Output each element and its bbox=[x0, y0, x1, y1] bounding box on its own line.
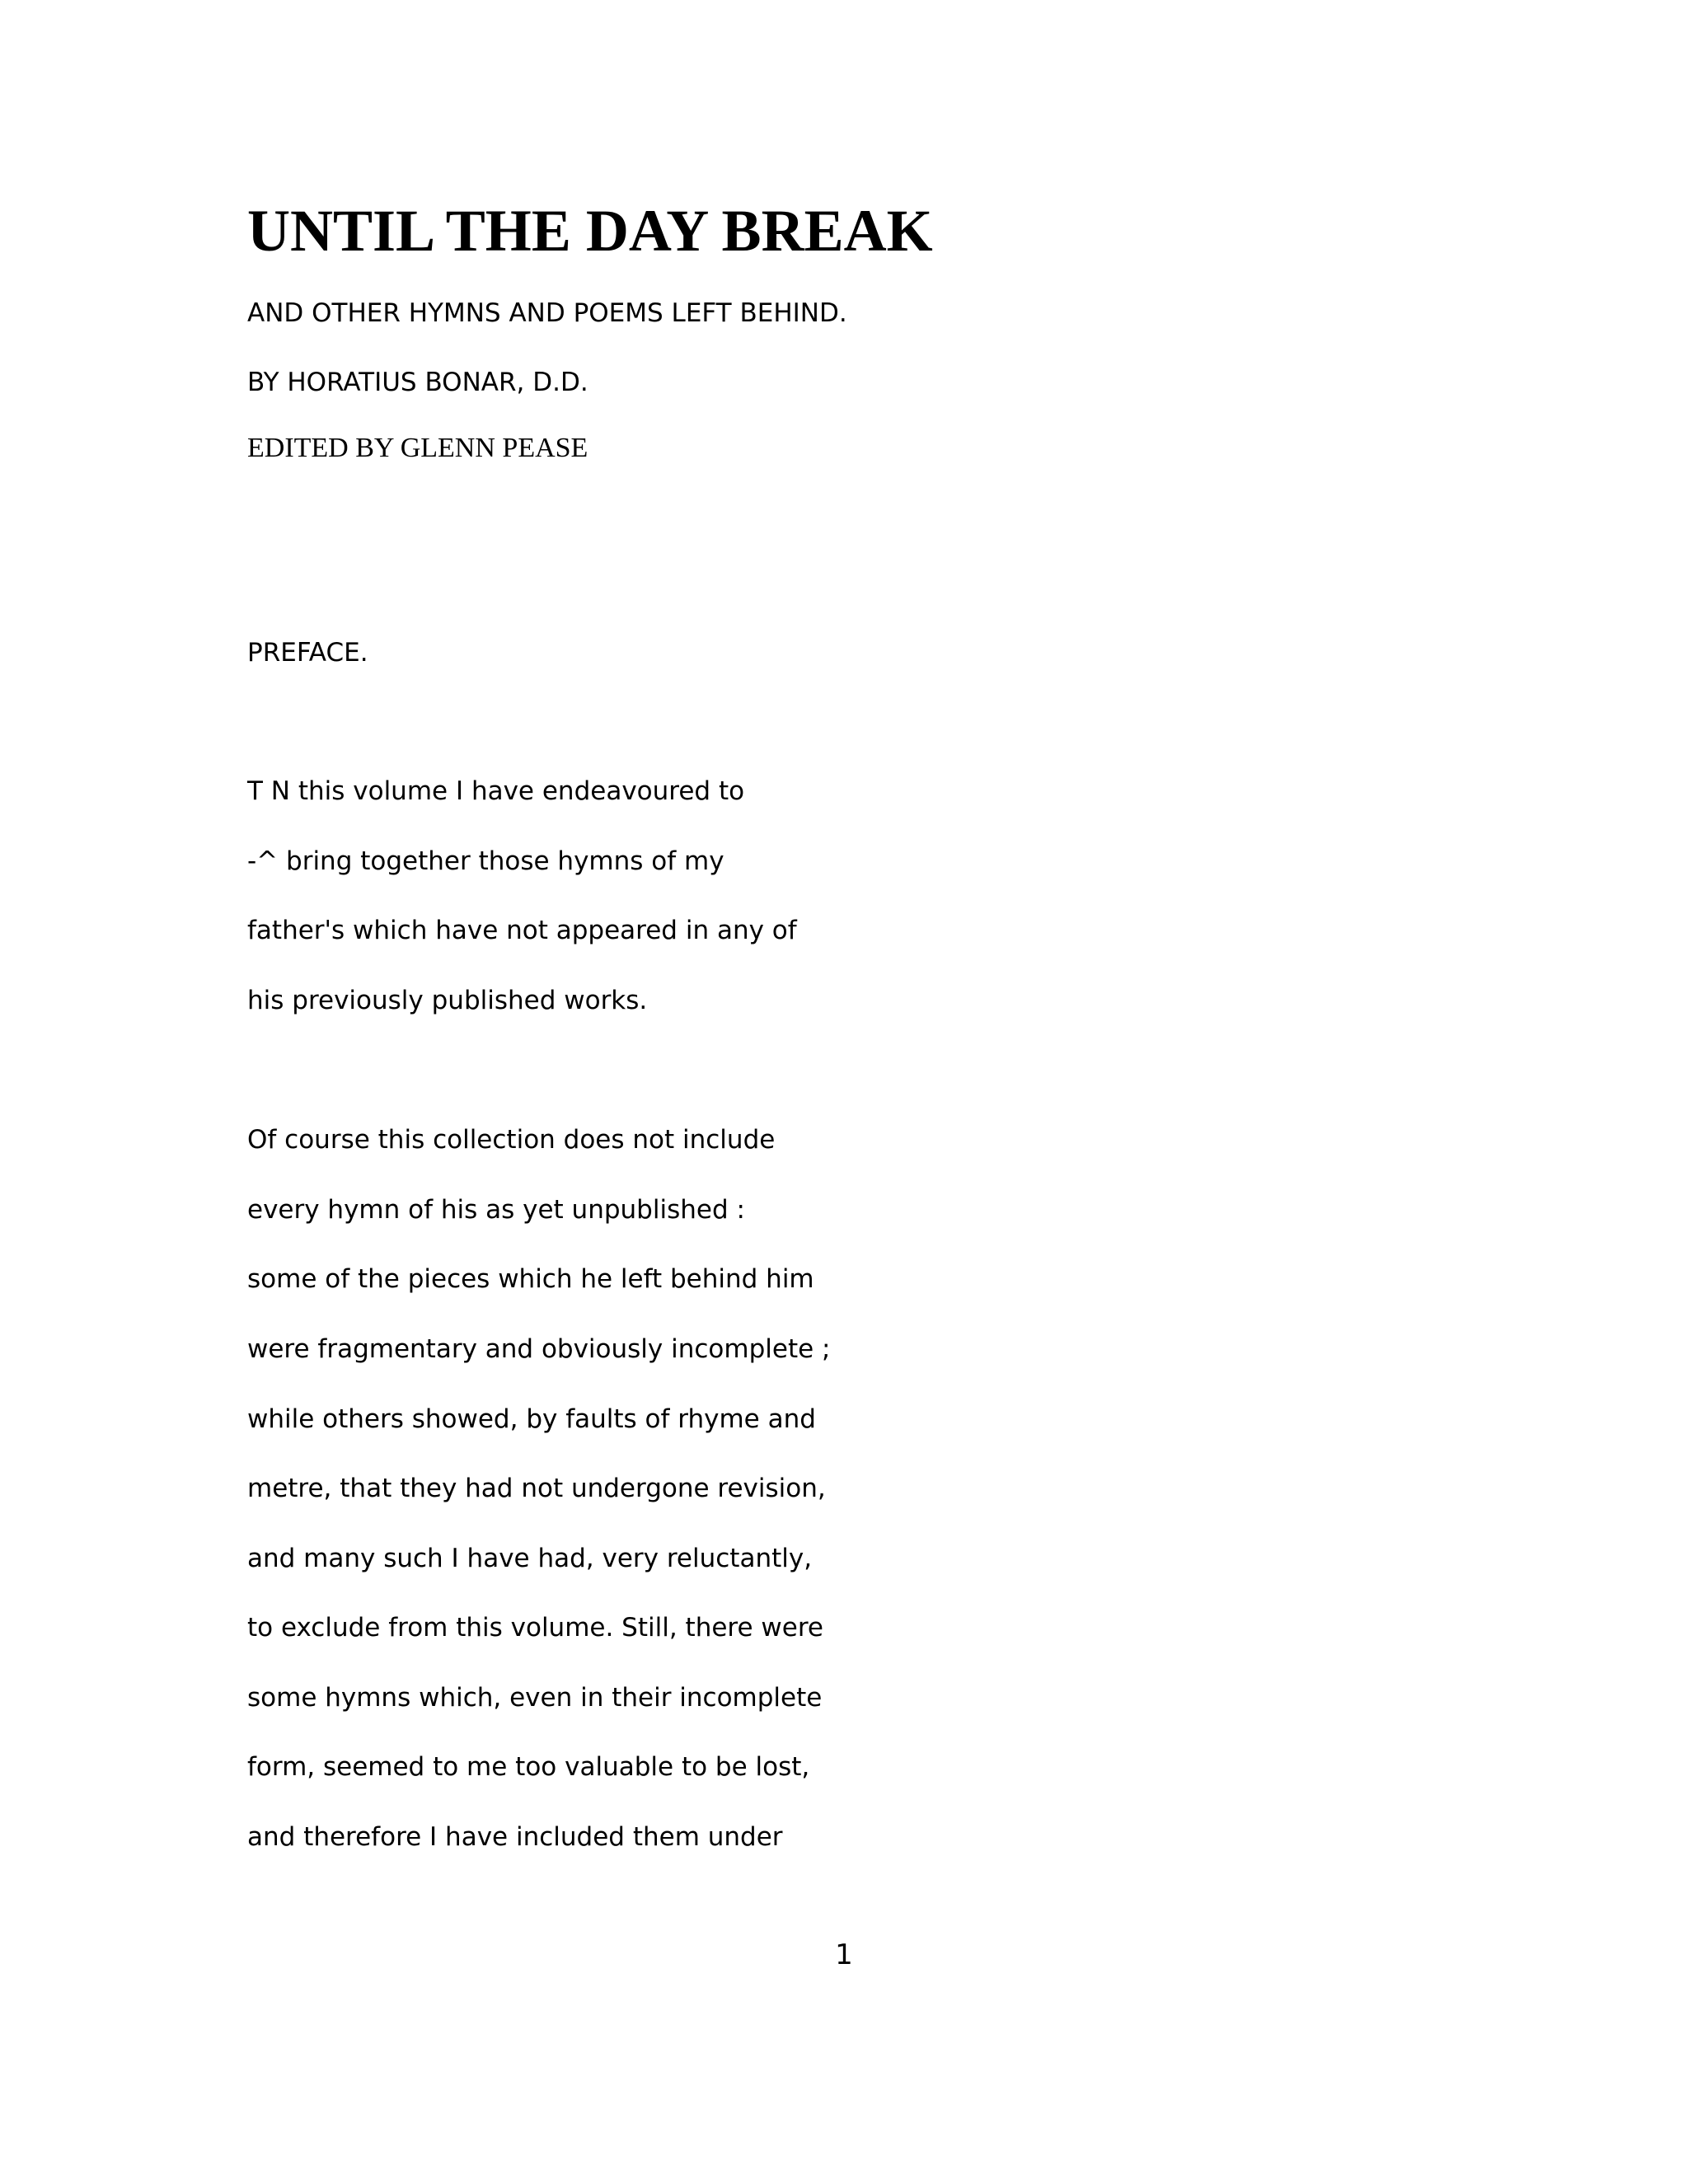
paragraph-line: some of the pieces which he left behind him bbox=[247, 1264, 814, 1294]
paragraph-line: every hymn of his as yet unpublished : bbox=[247, 1195, 745, 1225]
paragraph-line: and many such I have had, very reluctantly, bbox=[247, 1544, 813, 1573]
paragraph-line: father's which have not appeared in any of bbox=[247, 916, 797, 945]
page-number: 1 bbox=[835, 1938, 853, 1971]
document-subtitle: AND OTHER HYMNS AND POEMS LEFT BEHIND. bbox=[247, 298, 847, 328]
editor-line: EDITED BY GLENN PEASE bbox=[247, 433, 588, 463]
section-heading: PREFACE. bbox=[247, 638, 368, 668]
paragraph-line: and therefore I have included them under bbox=[247, 1822, 783, 1852]
paragraph-line: to exclude from this volume. Still, there were bbox=[247, 1613, 823, 1643]
paragraph-line: T N this volume I have endeavoured to bbox=[247, 776, 745, 806]
paragraph-line: Of course this collection does not include bbox=[247, 1125, 776, 1155]
paragraph-line: some hymns which, even in their incomplete bbox=[247, 1683, 823, 1713]
paragraph-line: were fragmentary and obviously incomplete ; bbox=[247, 1334, 831, 1364]
document-title: UNTIL THE DAY BREAK bbox=[247, 198, 933, 264]
paragraph-line: his previously published works. bbox=[247, 986, 648, 1015]
paragraph-line: while others showed, by faults of rhyme and bbox=[247, 1404, 816, 1434]
paragraph-line: form, seemed to me too valuable to be lost, bbox=[247, 1752, 810, 1782]
paragraph-line: metre, that they had not undergone revision, bbox=[247, 1474, 826, 1503]
author-line: BY HORATIUS BONAR, D.D. bbox=[247, 368, 588, 397]
paragraph-line: -^ bring together those hymns of my bbox=[247, 846, 724, 876]
